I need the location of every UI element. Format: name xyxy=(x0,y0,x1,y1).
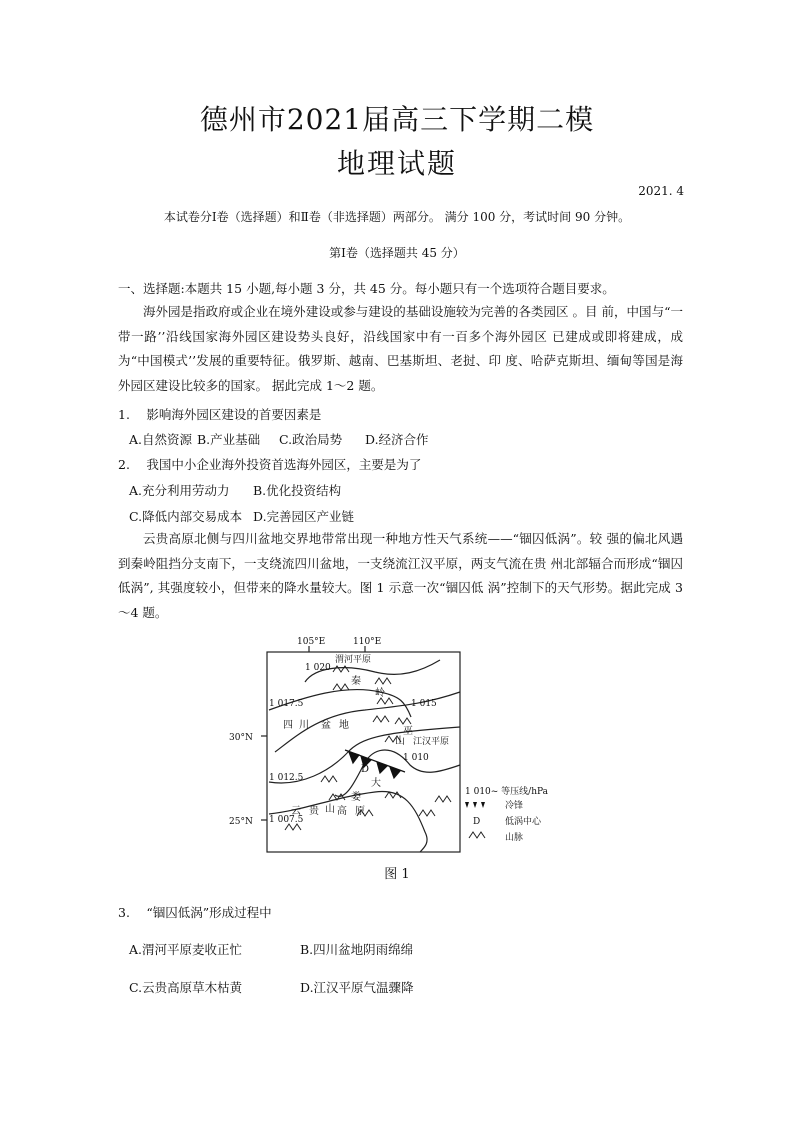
label-lou: 娄 xyxy=(351,792,361,803)
label-yungui-3: 高 xyxy=(337,806,347,817)
map-legend xyxy=(465,785,549,843)
question-2-option-b[interactable]: B.优化投资结构 xyxy=(253,483,342,498)
isobar-label-1017-5: 1 017.5 xyxy=(269,699,304,709)
question-3-option-c[interactable]: C.云贵高原草木枯黄 xyxy=(129,980,243,995)
label-shan-2: 山 xyxy=(325,804,335,815)
lat-label-25: 25°N xyxy=(229,817,253,827)
label-jianghan-plain: 江汉平原 xyxy=(413,737,450,747)
lat-label-30: 30°N xyxy=(229,733,253,743)
weather-map-figure xyxy=(225,632,565,857)
question-1-option-b[interactable]: B.产业基础 xyxy=(197,432,261,447)
question-1-option-c[interactable]: C.政治局势 xyxy=(279,432,343,447)
passage-1: 海外园是指政府或企业在境外建设或参与建设的基础设施较为完善的各类园区 。目 前，中国与“一带一路’’沿线国家海外园区建设势头良好，沿线国家中有一百多个海外园区 已建成或即将建成，成为“中国模式’’发展的重要特征。俄罗斯、越南、巴基斯坦、老挝、印 度、哈萨克斯坦、缅甸等国是海外园区建设比较多的国家。 据此完成 1～2 题。 xyxy=(118,304,683,393)
question-2-option-c[interactable]: C.降低内部交易成本 xyxy=(129,509,243,524)
label-sichuan-1: 四 xyxy=(283,720,293,731)
label-da: 大 xyxy=(371,778,381,789)
label-weihe-plain: 渭河平原 xyxy=(335,655,372,665)
label-yungui-1: 云 xyxy=(291,806,301,817)
question-3-option-d[interactable]: D.江汉平原气温骤降 xyxy=(300,980,414,995)
label-wu: 巫 xyxy=(403,726,413,737)
label-qin: 秦 xyxy=(351,676,361,687)
legend-front: 冷锋 xyxy=(505,801,524,811)
label-yungui-4: 原 xyxy=(355,806,365,817)
label-ling: 岭 xyxy=(375,688,385,699)
label-sichuan-4: 地 xyxy=(339,720,349,731)
part-heading: 第Ⅰ卷（选择题共 45 分） xyxy=(329,246,465,260)
exam-intro: 本试卷分Ⅰ卷（选择题）和Ⅱ卷（非选择题）两部分。 满分 100 分，考试时间 90 分钟。 xyxy=(163,210,631,224)
isobar-label-1010: 1 010 xyxy=(403,753,429,763)
exam-subject: 地理试题 xyxy=(336,147,457,180)
lon-label-105: 105°E xyxy=(297,637,326,647)
label-low-center: D xyxy=(361,764,370,775)
legend-isobar: 1 010~ 等压线/hPa xyxy=(465,787,549,797)
passage-2: 云贵高原北侧与四川盆地交界地带常出现一种地方性天气系统——“锢囚低涡”。较 强的偏北风遇到秦岭阻挡分支南下，一支绕流四川盆地，一支绕流江汉平原，两支气流在贵 州北部辐合而形成“锢囚低涡”, 其强度较小，但带来的降水量较大。图 1 示意一次“锢囚低 涡”控制下的天气形势。据此完成 3～4 题。 xyxy=(118,531,683,620)
label-sichuan-3: 盆 xyxy=(321,720,331,731)
isobar-label-1015: 1 015 xyxy=(411,699,437,709)
isobar-label-1012-5: 1 012.5 xyxy=(269,773,304,783)
figure-caption: 图 1 xyxy=(384,867,410,882)
section-heading: 一、选择题:本题共 15 小题,每小题 3 分，共 45 分。每小题只有一个选项符合题目要求。 xyxy=(118,281,615,296)
cold-front xyxy=(345,750,405,778)
question-1-option-d[interactable]: D.经济合作 xyxy=(365,432,429,447)
question-3-option-a[interactable]: A.渭河平原麦收正忙 xyxy=(129,942,243,957)
question-2-option-d[interactable]: D.完善园区产业链 xyxy=(253,509,355,524)
label-sichuan-2: 川 xyxy=(299,720,309,731)
legend-mountain: 山脉 xyxy=(505,833,524,843)
question-1-option-a[interactable]: A.自然资源 xyxy=(129,432,193,447)
legend-low: 低涡中心 xyxy=(505,817,542,827)
question-3-option-b[interactable]: B.四川盆地阴雨绵绵 xyxy=(300,942,414,957)
lon-label-110: 110°E xyxy=(353,637,382,647)
isobar-label-1007-5: 1 007.5 xyxy=(269,815,304,825)
legend-low-symbol: D xyxy=(473,817,481,827)
question-1-stem: 1. 影响海外园区建设的首要因素是 xyxy=(118,407,322,422)
exam-date: 2021. 4 xyxy=(638,184,684,198)
question-2-option-a[interactable]: A.充分利用劳动力 xyxy=(129,483,230,498)
isobar-label-1020: 1 020 xyxy=(305,663,331,673)
label-shan-1: 山 xyxy=(395,736,405,747)
label-yungui-2: 贵 xyxy=(309,806,319,817)
exam-title: 德州市2021届高三下学期二模 xyxy=(199,103,595,136)
legend-mountain-symbol xyxy=(469,832,485,838)
question-3-stem: 3. “锢囚低涡”形成过程中 xyxy=(118,905,272,920)
question-2-stem: 2. 我国中小企业海外投资首选海外园区，主要是为了 xyxy=(118,457,422,472)
legend-front-symbol xyxy=(465,802,485,808)
